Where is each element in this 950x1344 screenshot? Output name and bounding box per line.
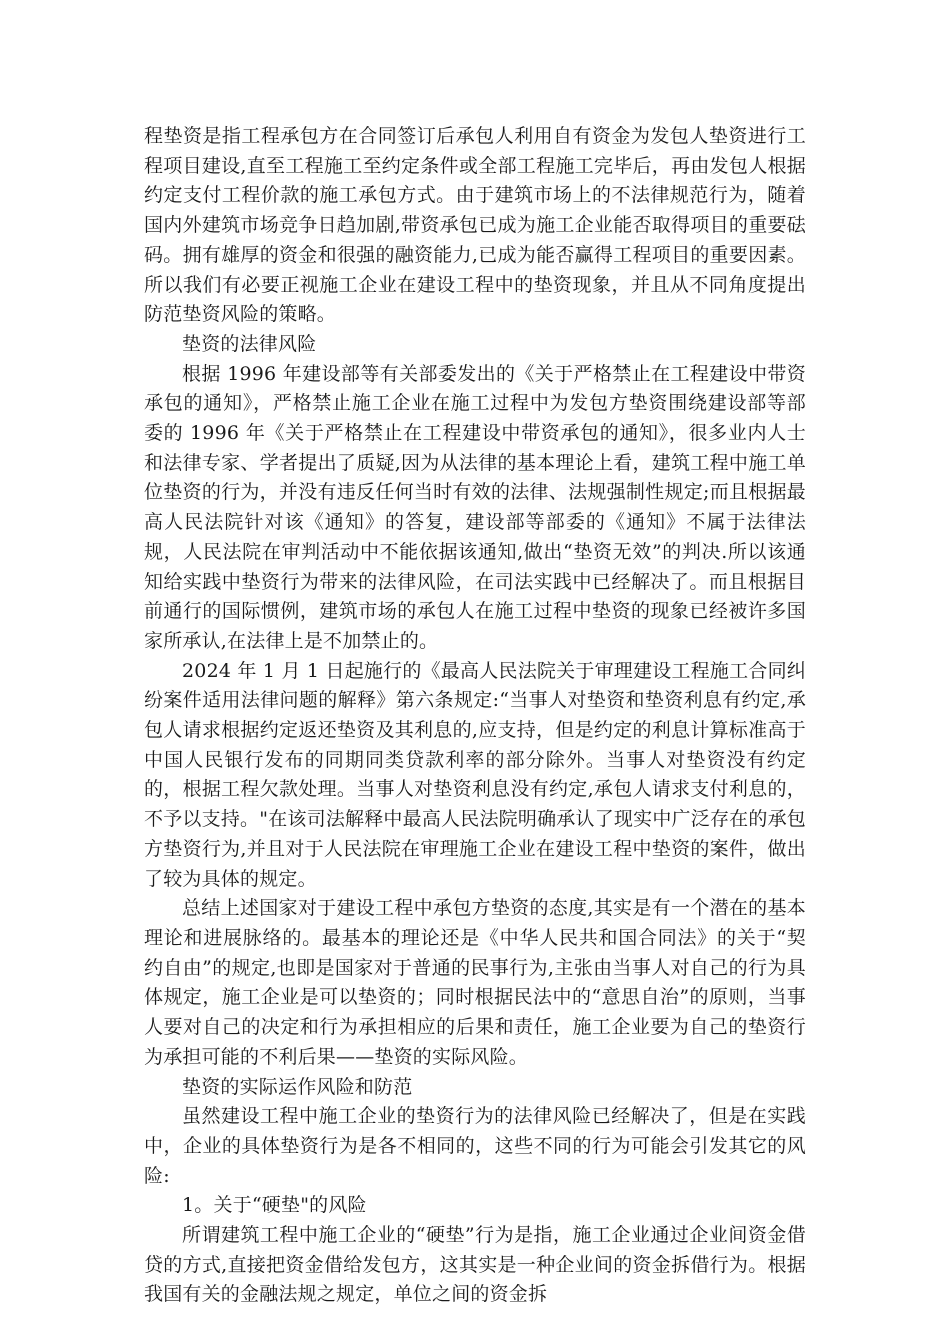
paragraph-judicial-interpretation: 2024 年 1 月 1 日起施行的《最高人民法院关于审理建设工程施工合同纠纷案件适用法律问题的解释》第六条规定:“当事人对垫资和垫资利息有约定,承包人请求根据约定返还垫资及其利息的,应支持，但是约定的利息计算标准高于中国人民银行发布的同期同类贷款利率的部分除外。当事人对垫资没有约定的，根据工程欠款处理。当事人对垫资利息没有约定,承包人请求支付利息的，不予以支持。"在该司法解释中最高人民法院明确承认了现实中广泛存在的承包方垫资行为,并且对于人民法院在审理施工企业在建设工程中垫资的案件，做出了较为具体的规定。 [144, 659, 806, 890]
paragraph-summary: 总结上述国家对于建设工程中承包方垫资的态度,其实是有一个潜在的基本理论和进展脉络的。最基本的理论还是《中华人民共和国合同法》的关于“契约自由”的规定,也即是国家对于普通的民事行为,主张由当事人对自己的行为具体规定，施工企业是可以垫资的；同时根据民法中的“意思自治”的原则，当事人要对自己的决定和行为承担相应的后果和责任，施工企业要为自己的垫资行为承担可能的不利后果——垫资的实际风险。 [144, 897, 806, 1068]
heading-operational-risk: 垫资的实际运作风险和防范 [182, 1075, 413, 1098]
subheading-hard-advance: 1。关于“硬垫"的风险 [182, 1194, 367, 1217]
paragraph-intro: 程垫资是指工程承包方在合同签订后承包人利用自有资金为发包人垫资进行工程项目建设,直至工程施工至约定条件或全部工程施工完毕后，再由发包人根据约定支付工程价款的施工承包方式。由于建筑市场上的不法律规范行为，随着国内外建筑市场竞争日趋加剧,带资承包已成为施工企业能否取得项目的重要砝码。拥有雄厚的资金和很强的融资能力,已成为能否赢得工程项目的重要因素。所以我们有必要正视施工企业在建设工程中的垫资现象，并且从不同角度提出防范垫资风险的策略。 [144, 125, 806, 326]
paragraph-1996-notice: 根据 1996 年建设部等有关部委发出的《关于严格禁止在工程建设中带资承包的通知》，严格禁止施工企业在施工过程中为发包方垫资围绕建设部等部委的 1996 年《关于严格禁止在工程建设中带资承包的通知》，很多业内人士和法律专家、学者提出了质疑,因为从法律的基本理论上看，建筑工程中施工单位垫资的行为，并没有违反任何当时有效的法律、法规强制性规定;而且根据最高人民法院针对该《通知》的答复，建设部等部委的《通知》不属于法律法规，人民法院在审判活动中不能依据该通知,做出“垫资无效”的判决.所以该通知给实践中垫资行为带来的法律风险，在司法实践中已经解决了。而且根据目前通行的国际惯例，建筑市场的承包人在施工过程中垫资的现象已经被许多国家所承认,在法律上是不加禁止的。 [144, 362, 806, 652]
paragraph-hard-advance: 所谓建筑工程中施工企业的“硬垫”行为是指，施工企业通过企业间资金借贷的方式,直接把资金借给发包方，这其实是一种企业间的资金拆借行为。根据我国有关的金融法规之规定，单位之间的资金拆 [144, 1224, 806, 1306]
heading-legal-risk: 垫资的法律风险 [182, 332, 317, 355]
document-body [144, 122, 806, 1310]
paragraph-practice-risks: 虽然建设工程中施工企业的垫资行为的法律风险已经解决了，但是在实践中，企业的具体垫资行为是各不相同的，这些不同的行为可能会引发其它的风险: [144, 1105, 806, 1187]
